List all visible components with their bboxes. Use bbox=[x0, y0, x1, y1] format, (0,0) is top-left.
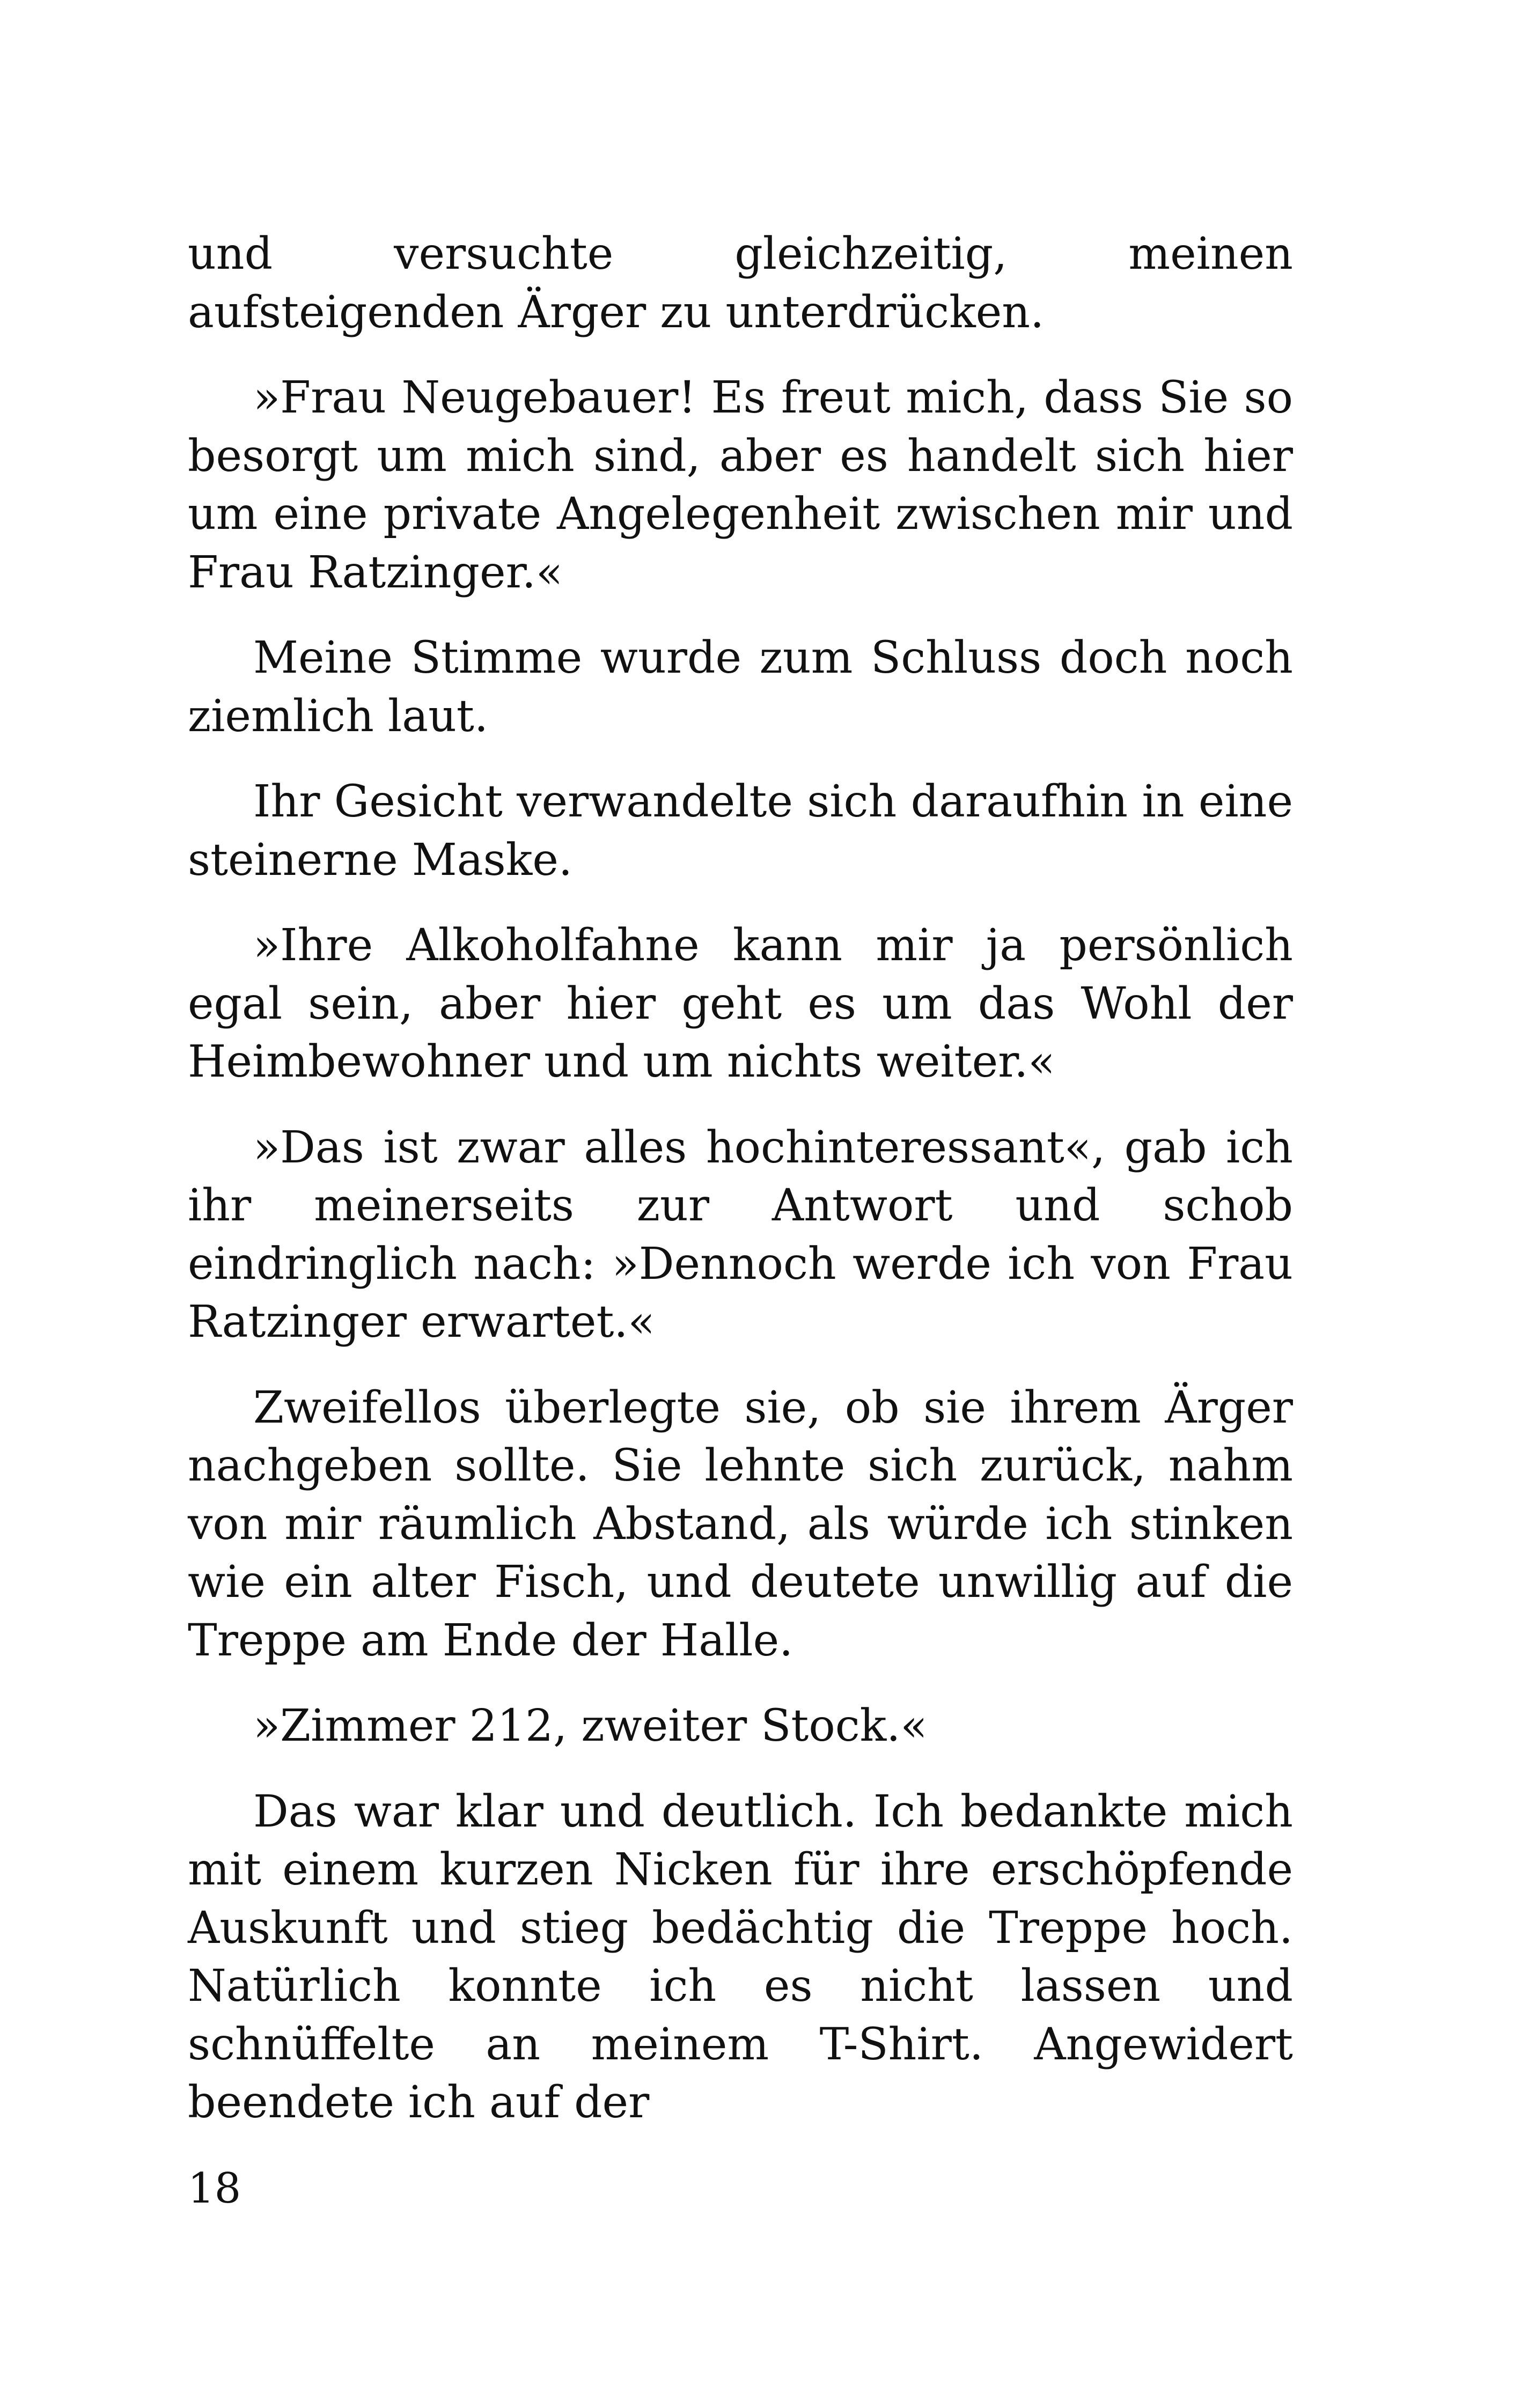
paragraph-9: Das war klar und deutlich. Ich bedankte mich mit einem kurzen Nicken für ihre erschöpfende Auskunft und stieg bedächtig die Treppe hoch. Natürlich konnte ich es nicht lassen und schnüffelte an meinem T-Shirt. Angewidert beendete ich auf der bbox=[188, 1786, 1293, 2128]
paragraph-4: Ihr Gesicht verwandelte sich daraufhin in eine steinerne Maske. bbox=[188, 776, 1293, 886]
paragraph-6: »Das ist zwar alles hochinteressant«, gab ich ihr meinerseits zur Antwort und schob eindringlich nach: »Dennoch werde ich von Frau Ratzinger erwartet.« bbox=[188, 1122, 1293, 1347]
paragraph-3: Meine Stimme wurde zum Schluss doch noch ziemlich laut. bbox=[188, 632, 1293, 742]
paragraph-5: »Ihre Alkoholfahne kann mir ja persönlich egal sein, aber hier geht es um das Wohl der Heimbewohner und um nichts weiter.« bbox=[188, 920, 1293, 1087]
paragraph-8: »Zimmer 212, zweiter Stock.« bbox=[253, 1700, 928, 1751]
body-text bbox=[188, 225, 1293, 2160]
paragraph-7: Zweifellos überlegte sie, ob sie ihrem Ärger nachgeben sollte. Sie lehnte sich zurück, nahm von mir räumlich Abstand, als würde ich stinken wie ein alter Fisch, und deutete unwillig auf die Treppe am Ende der Halle. bbox=[188, 1382, 1293, 1666]
paragraph-2: »Frau Neugebauer! Es freut mich, dass Sie so besorgt um mich sind, aber es handelt sich hier um eine private Angelegenheit zwischen mir und Frau Ratzinger.« bbox=[188, 372, 1293, 598]
paragraph-1: und versuchte gleichzeitig, meinen aufsteigenden Ärger zu unterdrücken. bbox=[188, 229, 1293, 338]
page-number: 18 bbox=[188, 2164, 241, 2213]
